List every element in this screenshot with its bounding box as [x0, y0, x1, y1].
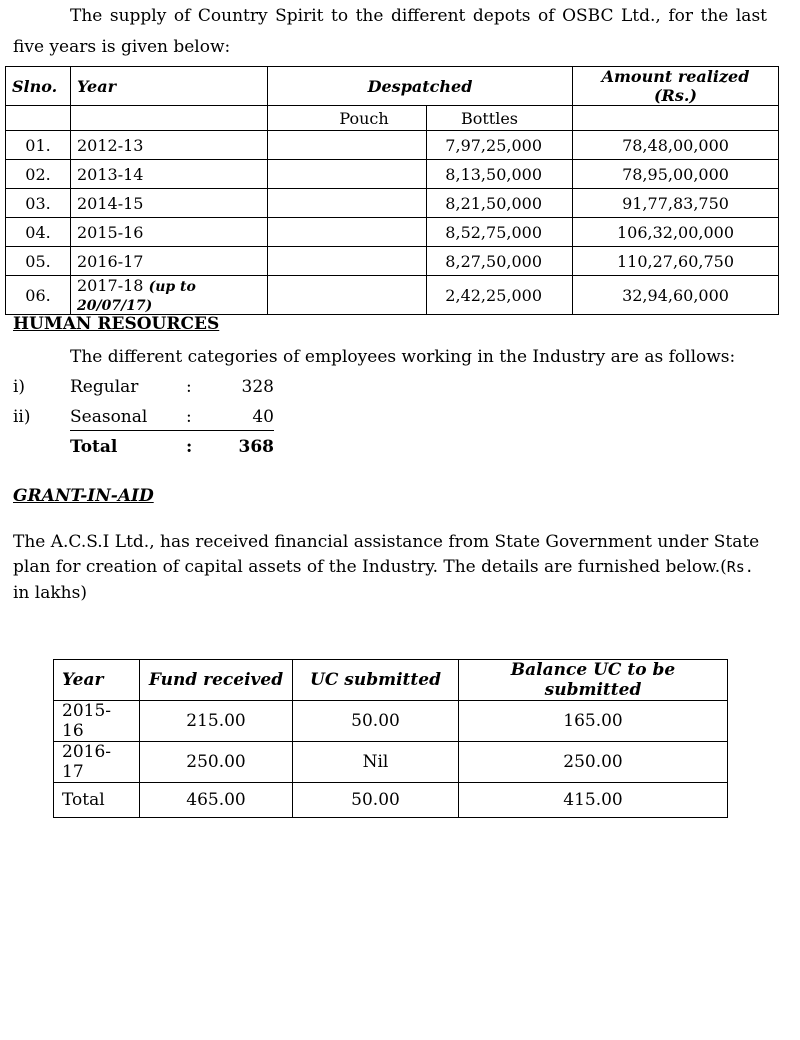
cell-year: 2016-17 — [71, 247, 268, 276]
grant-line-3: in lakhs) — [13, 583, 87, 603]
header-uc: UC submitted — [293, 660, 459, 701]
subheader-pouch: Pouch — [268, 106, 427, 131]
supply-table-subheader-row — [6, 106, 779, 131]
hr-item-num: i) — [13, 377, 26, 397]
intro-line-1: The supply of Country Spirit to the different depots of OSBC Ltd., for the last — [70, 6, 767, 26]
cell-slno: 01. — [6, 131, 71, 160]
header-amount: Amount realized (Rs.) — [573, 67, 779, 106]
hr-total-value: 368 — [238, 437, 274, 457]
header-year: Year — [71, 67, 268, 106]
cell-slno: 02. — [6, 160, 71, 189]
hr-total-label: Total — [70, 437, 118, 457]
cell-bottles: 8,13,50,000 — [427, 160, 573, 189]
cell-year: 2017-18 (up to 20/07/17) — [71, 276, 268, 315]
table-row — [6, 131, 779, 160]
supply-table-header-row — [6, 67, 779, 106]
year-note: (up to 20/07/17) — [77, 279, 196, 314]
cell-pouch — [268, 276, 427, 315]
cell-pouch — [268, 247, 427, 276]
cell-slno: 04. — [6, 218, 71, 247]
hr-total-colon: : — [186, 437, 193, 457]
grant-line-2: plan for creation of capital assets of the Industry. The details are furnished below.(Rs. — [13, 557, 754, 577]
table-row — [6, 160, 779, 189]
cell-year: 2016-17 — [54, 742, 140, 783]
cell-uc: 50.00 — [293, 701, 459, 742]
table-row — [54, 742, 728, 783]
hr-item-label: Regular — [70, 377, 139, 397]
cell-amount: 91,77,83,750 — [573, 189, 779, 218]
cell-year: 2014-15 — [71, 189, 268, 218]
hr-item-colon: : — [186, 407, 192, 427]
hr-item-value: 40 — [252, 407, 274, 427]
cell-amount: 110,27,60,750 — [573, 247, 779, 276]
intro-line-2: five years is given below: — [13, 37, 231, 57]
cell-balance: 250.00 — [459, 742, 728, 783]
cell-slno: 05. — [6, 247, 71, 276]
cell-amount: 78,48,00,000 — [573, 131, 779, 160]
cell-year: 2015-16 — [71, 218, 268, 247]
cell-uc: Nil — [293, 742, 459, 783]
cell-amount: 32,94,60,000 — [573, 276, 779, 315]
cell-bottles: 8,52,75,000 — [427, 218, 573, 247]
header-balance: Balance UC to be submitted — [459, 660, 728, 701]
cell-pouch — [268, 218, 427, 247]
table-row — [6, 276, 779, 315]
cell-year: 2012-13 — [71, 131, 268, 160]
cell-fund: 215.00 — [140, 701, 293, 742]
human-resources-heading: HUMAN RESOURCES — [13, 314, 220, 334]
cell-slno: 03. — [6, 189, 71, 218]
grant-heading: GRANT-IN-AID — [13, 486, 154, 506]
cell-amount: 106,32,00,000 — [573, 218, 779, 247]
hr-item-value: 328 — [241, 377, 274, 397]
table-row — [6, 189, 779, 218]
cell-bottles: 8,27,50,000 — [427, 247, 573, 276]
cell-pouch — [268, 189, 427, 218]
cell-fund: 250.00 — [140, 742, 293, 783]
fund-table-header-row — [54, 660, 728, 701]
table-row — [6, 247, 779, 276]
cell-year: 2013-14 — [71, 160, 268, 189]
cell-pouch — [268, 131, 427, 160]
human-resources-intro: The different categories of employees working in the Industry are as follows: — [70, 347, 736, 367]
header-year: Year — [54, 660, 140, 701]
table-row — [6, 218, 779, 247]
fund-table — [53, 659, 728, 818]
table-row — [54, 701, 728, 742]
cell-bottles: 7,97,25,000 — [427, 131, 573, 160]
cell-slno: 06. — [6, 276, 71, 315]
subheader-bottles: Bottles — [427, 106, 573, 131]
cell-year: Total — [54, 783, 140, 818]
cell-bottles: 2,42,25,000 — [427, 276, 573, 315]
header-fund: Fund received — [140, 660, 293, 701]
cell-year: 2015-16 — [54, 701, 140, 742]
cell-amount: 78,95,00,000 — [573, 160, 779, 189]
header-slno: Slno. — [6, 67, 71, 106]
hr-item-num: ii) — [13, 407, 31, 427]
cell-balance: 165.00 — [459, 701, 728, 742]
cell-pouch — [268, 160, 427, 189]
grant-line-1: The A.C.S.I Ltd., has received financial assistance from State Government under State — [13, 532, 760, 552]
cell-balance: 415.00 — [459, 783, 728, 818]
header-despatched: Despatched — [268, 67, 573, 106]
cell-uc: 50.00 — [293, 783, 459, 818]
hr-item-label: Seasonal — [70, 407, 148, 427]
hr-item-colon: : — [186, 377, 192, 397]
cell-bottles: 8,21,50,000 — [427, 189, 573, 218]
table-row — [54, 783, 728, 818]
supply-table — [5, 66, 779, 315]
cell-fund: 465.00 — [140, 783, 293, 818]
